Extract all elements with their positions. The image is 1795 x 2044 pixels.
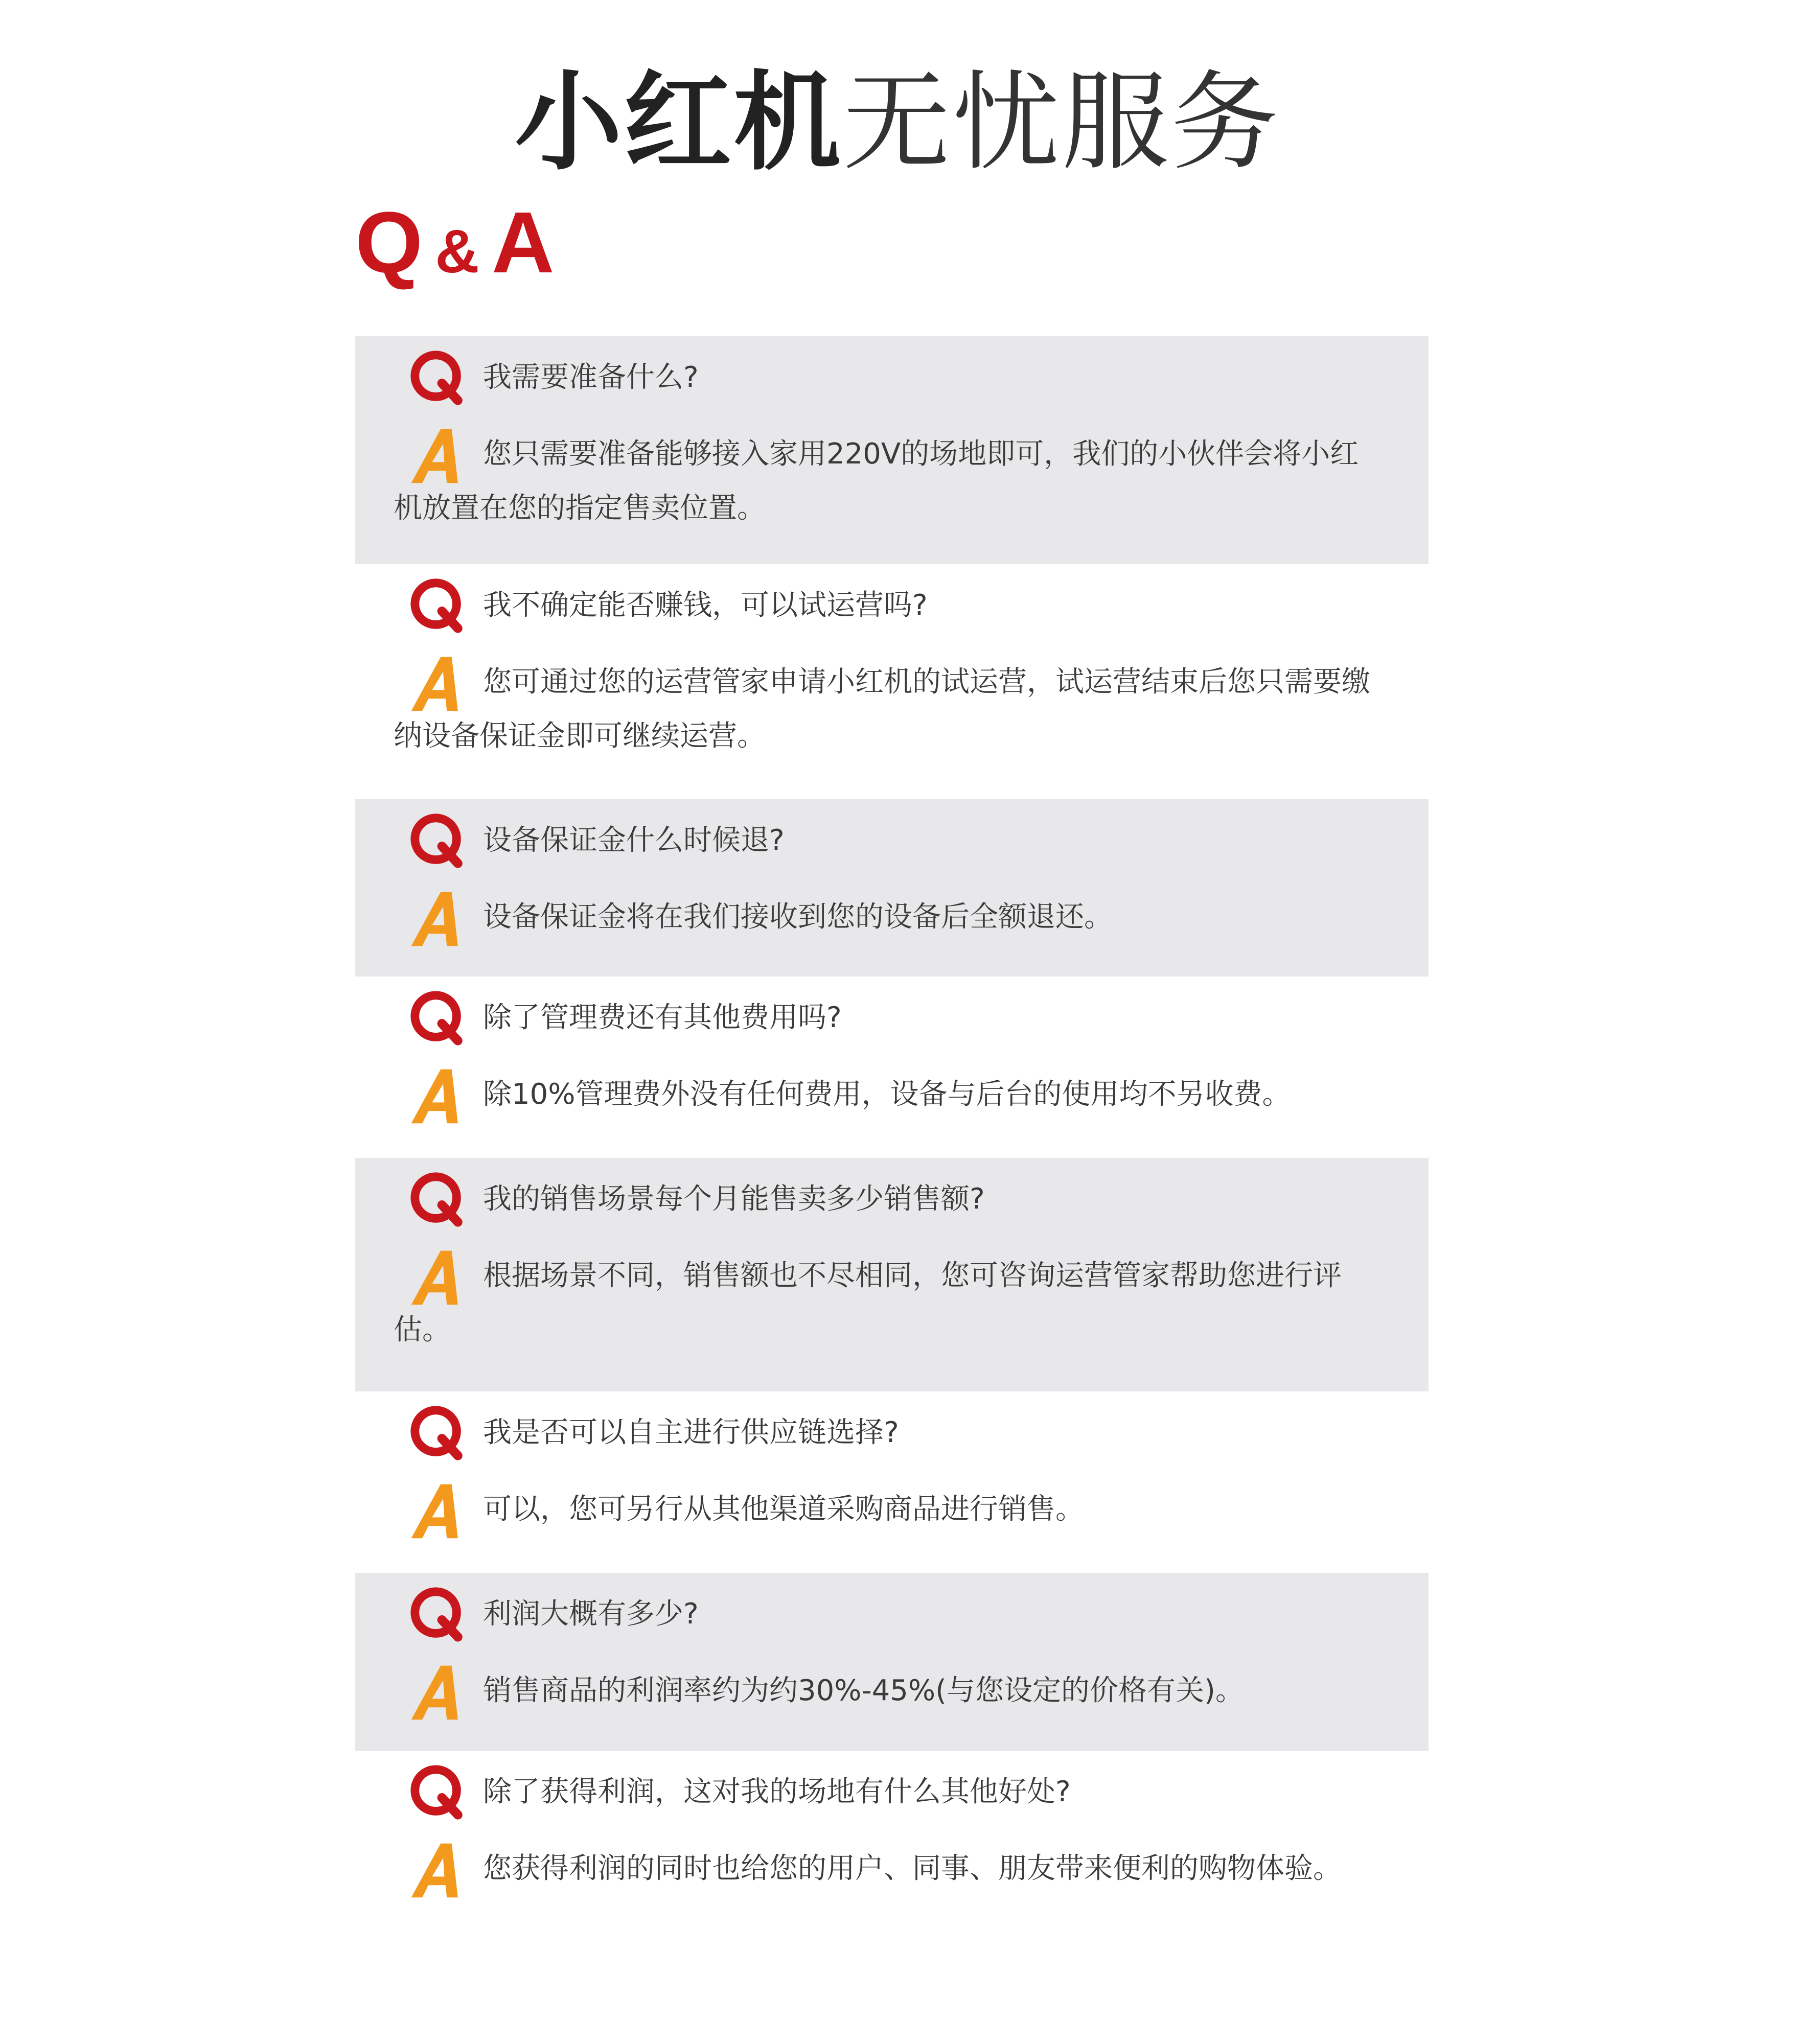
question-text: 我是否可以自主进行供应链选择? (483, 1416, 899, 1449)
question-icon (406, 574, 468, 636)
question-row (355, 1765, 1429, 1842)
question-text: 除了管理费还有其他费用吗? (483, 1001, 842, 1034)
answer-icon (406, 1064, 468, 1126)
question-icon (406, 346, 468, 408)
faq-item (355, 336, 1429, 564)
question-icon (406, 809, 468, 871)
question-text: 我需要准备什么? (483, 361, 699, 394)
question-icon (406, 1168, 468, 1229)
question-row (355, 1587, 1429, 1664)
question-row (355, 1406, 1429, 1482)
question-text: 设备保证金什么时候退? (483, 824, 785, 857)
answer-icon (406, 652, 468, 713)
qa-logo-amp: & (435, 217, 479, 286)
question-row (355, 578, 1429, 655)
answer-icon (406, 1839, 468, 1900)
answer-row (355, 1249, 1429, 1357)
faq-item (355, 1391, 1429, 1573)
question-text: 我的销售场景每个月能售卖多少销售额? (483, 1182, 985, 1216)
faq-item (355, 1751, 1429, 1991)
answer-row (355, 1482, 1429, 1537)
question-icon (406, 1583, 468, 1644)
faq-item (355, 1158, 1429, 1391)
question-text: 我不确定能否赚钱，可以试运营吗? (483, 589, 928, 622)
answer-text: 销售商品的利润率约为约30%-45%(与您设定的价格有关)。 (483, 1674, 1244, 1707)
faq-item (355, 1573, 1429, 1751)
answer-row (355, 1842, 1429, 1896)
faq-item (355, 977, 1429, 1158)
answer-icon (406, 424, 468, 485)
answer-row (355, 1664, 1429, 1718)
qa-logo (355, 194, 555, 291)
answer-text: 您可通过您的运营管家申请小红机的试运营，试运营结束后您只需要缴纳设备保证金即可继续运营。 (394, 665, 1370, 753)
answer-row (355, 427, 1429, 536)
answer-text: 您获得利润的同时也给您的用户、同事、朋友带来便利的购物体验。 (483, 1852, 1342, 1885)
question-row (355, 991, 1429, 1067)
answer-icon (406, 887, 468, 948)
question-row (355, 1172, 1429, 1249)
page-title-service: 无忧服务 (843, 60, 1281, 185)
qa-logo-q: Q (355, 194, 423, 291)
question-text: 除了获得利润，这对我的场地有什么其他好处? (483, 1775, 1071, 1808)
answer-row (355, 890, 1429, 944)
page-title-brand: 小红机 (514, 60, 843, 185)
question-icon (406, 987, 468, 1048)
answer-icon (406, 1661, 468, 1722)
answer-row (355, 1067, 1429, 1122)
question-text: 利润大概有多少? (483, 1597, 699, 1631)
question-row (355, 814, 1429, 890)
question-icon (406, 1402, 468, 1463)
faq-list (355, 336, 1429, 1991)
answer-row (355, 655, 1429, 763)
question-row (355, 351, 1429, 427)
answer-text: 可以，您可另行从其他渠道采购商品进行销售。 (483, 1493, 1084, 1526)
answer-text: 根据场景不同，销售额也不尽相同，您可咨询运营管家帮助您进行评估。 (394, 1259, 1342, 1346)
faq-item (355, 564, 1429, 799)
answer-icon (406, 1246, 468, 1307)
answer-icon (406, 1479, 468, 1541)
page-title (0, 56, 1795, 189)
faq-item (355, 799, 1429, 977)
question-icon (406, 1761, 468, 1822)
answer-text: 设备保证金将在我们接收到您的设备后全额退还。 (483, 900, 1113, 934)
answer-text: 您只需要准备能够接入家用220V的场地即可，我们的小伙伴会将小红机放置在您的指定售卖位置。 (394, 437, 1359, 525)
qa-logo-a: A (491, 194, 555, 291)
answer-text: 除10%管理费外没有任何费用，设备与后台的使用均不另收费。 (483, 1078, 1291, 1111)
